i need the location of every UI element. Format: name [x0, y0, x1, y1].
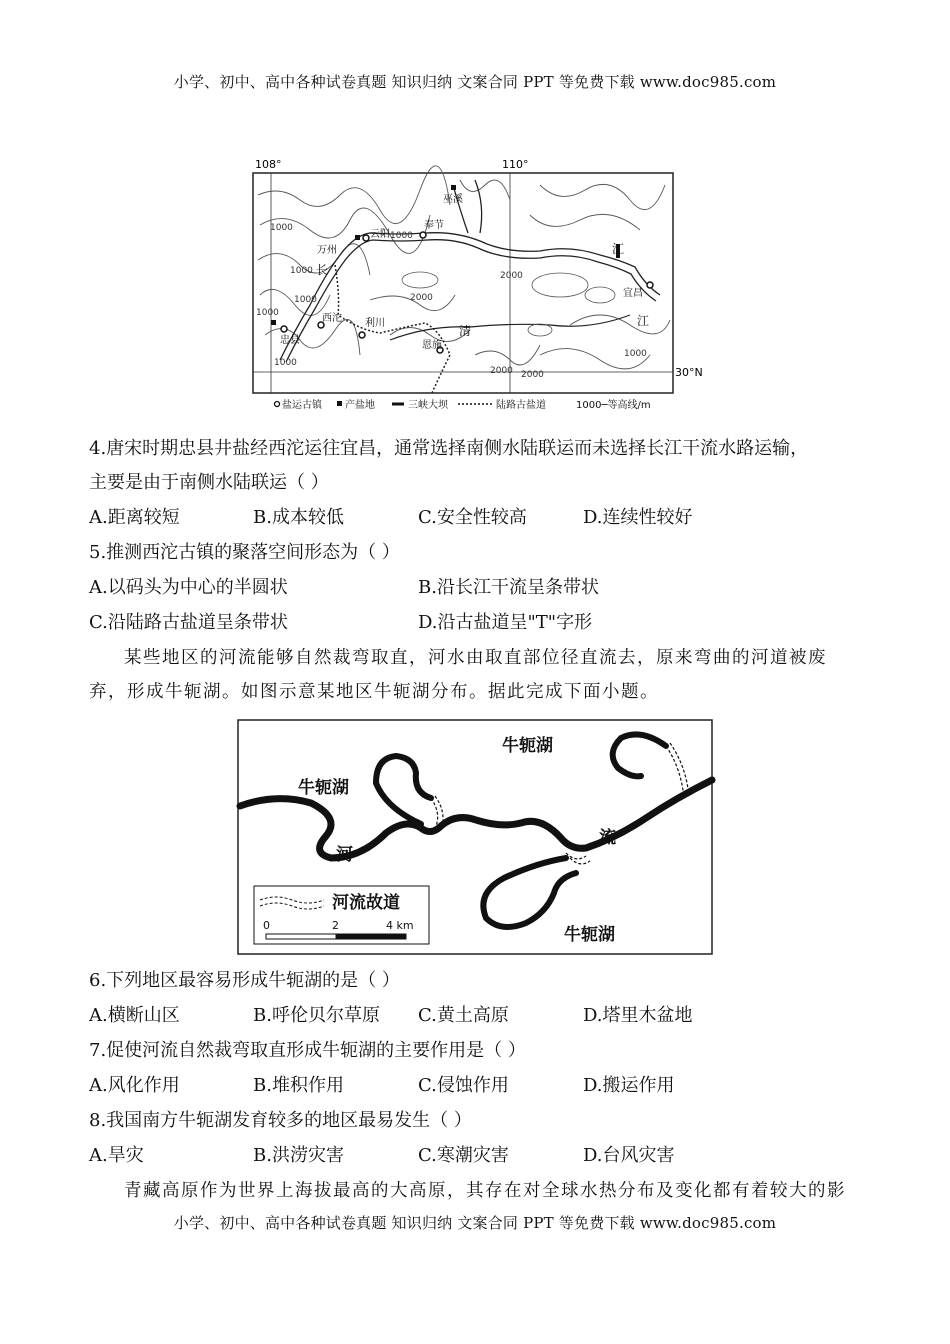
intro2-line1: 青藏高原作为世界上海拔最高的大高原，其存在对全球水热分布及变化都有着较大的影	[124, 1181, 846, 1201]
legend-dam: 三峡大坝	[408, 400, 448, 411]
q6-stem: 6.下列地区最容易形成牛轭湖的是（ ）	[89, 970, 400, 991]
place-label: 万州	[317, 245, 337, 256]
q8-stem: 8.我国南方牛轭湖发育较多的地区最易发生（ ）	[89, 1110, 472, 1131]
q7-option-a[interactable]: A.风化作用	[89, 1075, 180, 1096]
q8-option-b[interactable]: B.洪涝灾害	[253, 1145, 344, 1166]
q4-stem-line2: 主要是由于南侧水陆联运（ ）	[89, 472, 329, 493]
oxbow-lake-label-3: 牛轭湖	[564, 925, 615, 945]
scale-tick-4: 4 km	[386, 919, 414, 932]
river-char: 长	[316, 263, 329, 277]
contour-label: 1000	[274, 358, 297, 368]
q4-stem-line1: 4.唐宋时期忠县井盐经西沱运往宜昌，通常选择南侧水陆联运而未选择长江干流水路运输，	[89, 438, 809, 459]
q7-option-c[interactable]: C.侵蚀作用	[418, 1075, 509, 1096]
place-label: 西沱	[322, 313, 342, 324]
q6-option-d[interactable]: D.塔里木盆地	[583, 1005, 693, 1026]
place-label: 巫溪	[443, 194, 463, 205]
place-label: 云阳	[370, 229, 390, 240]
contour-label: 1000	[624, 349, 647, 359]
contour-label: 1000	[256, 308, 279, 318]
contour-label: 1000	[270, 223, 293, 233]
contour-label: 2000	[490, 366, 513, 376]
contour-label: 2000	[410, 293, 433, 303]
intro1-line2: 弃，形成牛轭湖。如图示意某地区牛轭湖分布。据此完成下面小题。	[89, 682, 659, 702]
river-char: 江	[637, 314, 650, 328]
place-label: 忠县	[280, 335, 300, 346]
q4-option-a[interactable]: A.距离较短	[89, 507, 180, 528]
lon-108-label: 108°	[255, 158, 282, 171]
oxbow-lake-label-2: 牛轭湖	[502, 736, 553, 756]
intro1-line1: 某些地区的河流能够自然裁弯取直，河水由取直部位径直流去，原来弯曲的河道被废	[124, 648, 827, 668]
q5-option-d[interactable]: D.沿古盐道呈"T"字形	[418, 612, 593, 633]
page-footer: 小学、初中、高中各种试卷真题 知识归纳 文案合同 PPT 等免费下载 www.doc985.com	[173, 1214, 777, 1232]
q5-option-c[interactable]: C.沿陆路古盐道呈条带状	[89, 612, 288, 633]
q7-option-b[interactable]: B.堆积作用	[253, 1075, 344, 1096]
legend-old-channel: 河流故道	[332, 893, 400, 913]
river-label-he: 河	[336, 845, 353, 865]
contour-label: 2000	[521, 370, 544, 380]
river-label-liu: 流	[599, 828, 616, 848]
q4-option-c[interactable]: C.安全性较高	[418, 507, 527, 528]
contour-label: 1000	[290, 266, 313, 276]
place-label: 宜昌	[623, 288, 643, 299]
river-char: 江	[612, 242, 625, 256]
place-label: 恩施	[422, 340, 442, 351]
river-char: 清	[459, 324, 472, 338]
contour-label: 2000	[500, 271, 523, 281]
q6-option-c[interactable]: C.黄土高原	[418, 1005, 509, 1026]
contour-label: 1000	[294, 295, 317, 305]
q7-option-d[interactable]: D.搬运作用	[583, 1075, 675, 1096]
oxbow-lake-label-1: 牛轭湖	[298, 778, 349, 798]
q6-option-b[interactable]: B.呼伦贝尔草原	[253, 1005, 380, 1026]
q6-option-a[interactable]: A.横断山区	[89, 1005, 180, 1026]
place-label: 利川	[365, 318, 385, 329]
q5-option-a[interactable]: A.以码头为中心的半圆状	[89, 577, 288, 598]
legend-town: 盐运古镇	[282, 400, 322, 411]
salt-route-map	[240, 155, 703, 420]
scale-tick-0: 0	[263, 919, 270, 932]
q8-option-c[interactable]: C.寒潮灾害	[418, 1145, 509, 1166]
q8-option-a[interactable]: A.旱灾	[89, 1145, 144, 1166]
q8-option-d[interactable]: D.台风灾害	[583, 1145, 675, 1166]
oxbow-lake-map	[236, 718, 714, 958]
q7-stem: 7.促使河流自然裁弯取直形成牛轭湖的主要作用是（ ）	[89, 1040, 526, 1061]
q4-option-d[interactable]: D.连续性较好	[583, 507, 693, 528]
q4-option-b[interactable]: B.成本较低	[253, 507, 344, 528]
scale-tick-2: 2	[332, 919, 339, 932]
contour-label: 1000	[390, 231, 413, 241]
place-label: 奉节	[424, 220, 444, 231]
legend-road: 陆路古盐道	[496, 400, 546, 411]
lon-110-label: 110°	[502, 158, 529, 171]
lat-30n-label: 30°N	[675, 366, 703, 379]
legend-salt: 产盐地	[345, 400, 375, 411]
q5-option-b[interactable]: B.沿长江干流呈条带状	[418, 577, 599, 598]
legend-contour: 1000─等高线/m	[576, 400, 651, 411]
q5-stem: 5.推测西沱古镇的聚落空间形态为（ ）	[89, 542, 400, 563]
page-header: 小学、初中、高中各种试卷真题 知识归纳 文案合同 PPT 等免费下载 www.doc985.com	[173, 73, 777, 91]
